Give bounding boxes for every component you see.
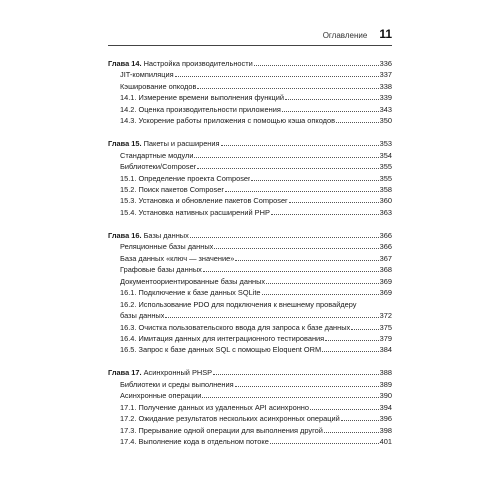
dot-leader — [251, 180, 378, 181]
page-ref: 390 — [379, 391, 392, 401]
page-ref: 363 — [379, 207, 392, 217]
dot-leader — [214, 248, 378, 249]
toc-chapter — [108, 230, 392, 356]
dot-leader — [235, 386, 379, 387]
dot-leader — [325, 340, 379, 341]
entry-title: 17.4. Выполнение кода в отдельном потоке — [120, 437, 269, 447]
toc-chapter — [108, 138, 392, 218]
dot-leader — [289, 202, 379, 203]
entry-title: 15.4. Установка нативных расширений PHP — [120, 207, 270, 217]
page-ref: 343 — [379, 104, 392, 114]
dot-leader — [203, 271, 379, 272]
toc-entry[interactable] — [108, 344, 392, 355]
dot-leader — [285, 99, 379, 100]
entry-title: 16.2. Использование PDO для подключения к внешнему провайдеру — [120, 299, 357, 309]
running-header — [108, 27, 392, 46]
toc-entry[interactable] — [108, 104, 392, 115]
page-ref: 384 — [379, 345, 392, 355]
running-header-title: Оглавление — [322, 31, 368, 40]
page-ref: 339 — [379, 93, 392, 103]
dot-leader — [324, 432, 379, 433]
chapter-name: Асинхронный PHSP — [143, 368, 213, 378]
entry-title: JIT-компиляция — [120, 70, 174, 80]
toc-entry[interactable] — [108, 241, 392, 252]
page-ref: 398 — [379, 425, 392, 435]
chapter-label: Глава 14. — [108, 59, 142, 68]
page-ref: 389 — [379, 379, 392, 389]
dot-leader — [271, 214, 379, 215]
toc-entry[interactable] — [108, 69, 392, 80]
toc-entry[interactable] — [108, 150, 392, 161]
entry-title: Стандартные модули — [120, 150, 194, 160]
entry-title: 15.1. Определение проекта Composer — [120, 173, 251, 183]
entry-title: Библиотеки и среды выполнения — [120, 379, 234, 389]
dot-leader — [310, 409, 379, 410]
toc-entry[interactable] — [108, 184, 392, 195]
entry-title: База данных «ключ — значение» — [120, 253, 235, 263]
entry-title: 17.1. Получение данных из удаленных API асинхронно — [120, 402, 309, 412]
dot-leader — [197, 168, 378, 169]
toc-entry[interactable] — [108, 264, 392, 275]
toc-entry[interactable] — [108, 333, 392, 344]
dot-leader — [221, 145, 379, 146]
chapter-title — [108, 367, 212, 378]
toc-entry[interactable] — [108, 436, 392, 447]
page-ref: 369 — [379, 288, 392, 298]
page-ref: 388 — [379, 368, 392, 378]
chapter-label: Глава 16. — [108, 230, 142, 240]
dot-leader — [270, 443, 379, 444]
toc-entry[interactable] — [108, 161, 392, 172]
dot-leader — [282, 111, 379, 112]
entry-title: 14.3. Ускорение работы приложения с помощью кэша опкодов — [120, 116, 336, 126]
page-ref: 336 — [379, 59, 392, 68]
toc-chapter-heading[interactable] — [108, 230, 392, 241]
entry-title: 14.2. Оценка производительности приложения — [120, 104, 281, 114]
toc-chapter-heading[interactable] — [108, 58, 392, 69]
entry-title: Библиотеки/Composer — [120, 162, 197, 172]
page-ref: 372 — [379, 311, 392, 321]
dot-leader — [235, 260, 378, 261]
toc-entry[interactable] — [108, 413, 392, 424]
dot-leader — [165, 317, 378, 318]
page-ref: 367 — [379, 253, 392, 263]
page-ref: 358 — [379, 185, 392, 195]
page-ref: 366 — [379, 230, 392, 240]
page-ref: 353 — [379, 139, 392, 149]
toc-entry[interactable] — [108, 299, 392, 310]
toc-entry[interactable] — [108, 425, 392, 436]
page-ref: 394 — [379, 402, 392, 412]
entry-title: 17.2. Ожидание результатов нескольких асинхронных операций — [120, 414, 340, 424]
dot-leader — [202, 397, 378, 398]
dot-leader — [262, 294, 379, 295]
dot-leader — [254, 65, 379, 66]
page-ref: 355 — [379, 173, 392, 183]
dot-leader — [336, 122, 379, 123]
chapter-title — [108, 230, 189, 241]
dot-leader — [190, 237, 379, 238]
toc-entry[interactable] — [108, 115, 392, 126]
table-of-contents — [108, 58, 392, 459]
page-ref: 396 — [379, 414, 392, 424]
dot-leader — [266, 283, 379, 284]
toc-entry[interactable] — [108, 379, 392, 390]
entry-title: Кэширование опкодов — [120, 81, 197, 91]
entry-title: Асинхронные операции — [120, 391, 202, 401]
toc-entry-continuation[interactable] — [108, 310, 392, 321]
chapter-title — [108, 138, 220, 149]
entry-title-continuation: базы данных — [120, 311, 165, 321]
entry-title: 14.1. Измерение времени выполнения функций — [120, 93, 285, 103]
toc-entry[interactable] — [108, 390, 392, 401]
chapter-label: Глава 15. — [108, 139, 142, 149]
page-ref: 360 — [379, 196, 392, 206]
page-ref: 375 — [379, 322, 392, 332]
page-ref: 401 — [379, 437, 392, 447]
entry-title: 16.4. Имитация данных для интеграционного тестирования — [120, 333, 325, 343]
toc-entry[interactable] — [108, 81, 392, 92]
page-ref: 379 — [379, 333, 392, 343]
dot-leader — [322, 351, 379, 352]
chapter-name: Настройка производительности — [143, 59, 253, 68]
dot-leader — [351, 329, 378, 330]
toc-entry[interactable] — [108, 173, 392, 184]
chapter-label: Глава 17. — [108, 368, 142, 378]
entry-title: 16.1. Подключение к базе данных SQLite — [120, 288, 261, 298]
page-ref: 354 — [379, 150, 392, 160]
toc-entry[interactable] — [108, 402, 392, 413]
chapter-name: Пакеты и расширения — [143, 139, 220, 149]
page-ref: 368 — [379, 265, 392, 275]
page-number: 11 — [379, 27, 392, 41]
toc-entry[interactable] — [108, 276, 392, 287]
page-ref: 369 — [379, 276, 392, 286]
chapter-name: Базы данных — [143, 230, 189, 240]
entry-title: 16.5. Запрос к базе данных SQL с помощью Eloquent ORM — [120, 345, 322, 355]
page-ref: 366 — [379, 242, 392, 252]
entry-title: 16.3. Очистка пользовательского ввода для запроса к базе данных — [120, 322, 351, 332]
toc-entry[interactable] — [108, 92, 392, 103]
chapter-title — [108, 58, 253, 69]
toc-chapter — [108, 367, 392, 447]
dot-leader — [225, 191, 379, 192]
toc-entry[interactable] — [108, 253, 392, 264]
toc-chapter-heading[interactable] — [108, 138, 392, 149]
entry-title: Реляционные базы данных — [120, 242, 214, 252]
dot-leader — [197, 88, 378, 89]
page-ref: 338 — [379, 81, 392, 91]
page-ref: 337 — [379, 70, 392, 80]
dot-leader — [175, 76, 379, 77]
dot-leader — [341, 420, 379, 421]
toc-entry[interactable] — [108, 195, 392, 206]
toc-entry[interactable] — [108, 207, 392, 218]
page-ref: 350 — [379, 116, 392, 126]
entry-title: Графовые базы данных — [120, 265, 202, 275]
entry-title: 15.2. Поиск пакетов Composer — [120, 185, 224, 195]
entry-title: 17.3. Прерывание одной операции для выполнения другой — [120, 425, 323, 435]
toc-entry[interactable] — [108, 322, 392, 333]
dot-leader — [194, 157, 378, 158]
toc-chapter — [108, 58, 392, 127]
entry-title: 15.3. Установка и обновление пакетов Composer — [120, 196, 288, 206]
dot-leader — [213, 374, 379, 375]
toc-chapter-heading[interactable] — [108, 367, 392, 378]
toc-entry[interactable] — [108, 287, 392, 298]
page-ref: 355 — [379, 162, 392, 172]
entry-title: Документоориентированные базы данных — [120, 276, 266, 286]
